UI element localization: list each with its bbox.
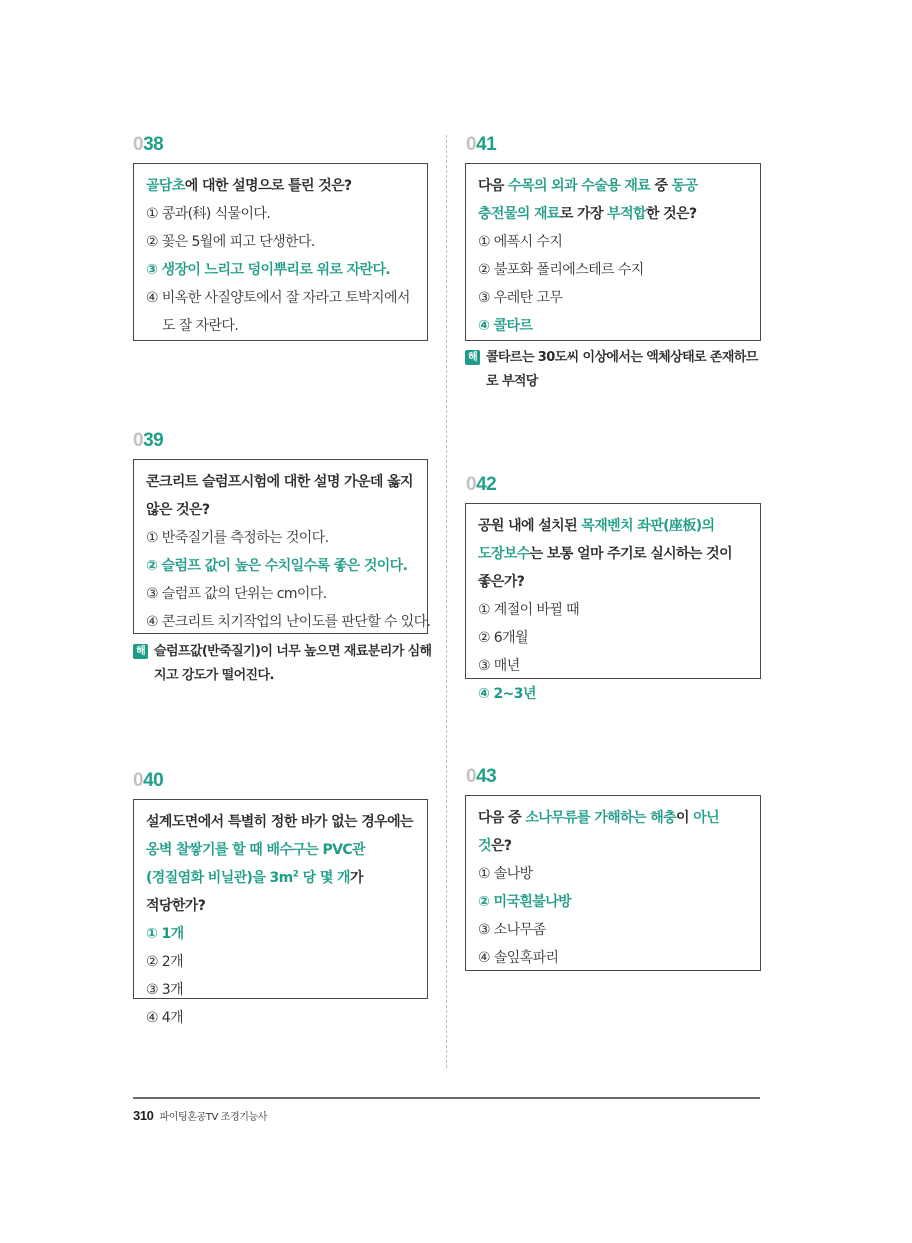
question-box-038 [133, 163, 428, 341]
option-2-correct: ② 미국흰불나방 [478, 894, 572, 910]
option-4-correct: ④ 2~3년 [478, 686, 536, 702]
question-number-039: 039 [133, 430, 164, 451]
question-stem: 공원 내에 설치된 목재벤치 좌판(座板)의 도장보수는 보통 얼마 주기로 실시하는 것이 좋은가? [478, 518, 733, 590]
explanation-039: 해 슬럼프값(반죽질기)이 너무 높으면 재료분리가 심해 지고 강도가 떨어진다. [133, 640, 433, 688]
question-box-043 [465, 795, 761, 971]
page-footer [133, 1108, 267, 1126]
option-2: ② 불포화 폴리에스테르 수지 [478, 262, 644, 278]
option-3: ③ 소나무좀 [478, 922, 546, 938]
question-stem: 콘크리트 슬럼프시험에 대한 설명 가운데 옳지 않은 것은? [146, 474, 413, 518]
question-box-039 [133, 459, 431, 634]
option-4: ④ 비옥한 사질양토에서 잘 자라고 토박지에서 도 잘 자란다. [146, 290, 410, 334]
question-stem: 설계도면에서 특별히 정한 바가 없는 경우에는 옹벽 찰쌓기를 할 때 배수구는 PVC관(경질염화 비닐관)을 $3m^2$ 당 몇 개가 적당한가? [146, 814, 413, 914]
question-box-042 [465, 503, 761, 702]
question-stem: 골담초에 대한 설명으로 틀린 것은? [146, 178, 352, 194]
question-number-041: 041 [466, 134, 497, 155]
option-2: ② 6개월 [478, 630, 528, 646]
option-4: ④ 4개 [146, 1010, 184, 1026]
question-box-041 [465, 163, 761, 341]
option-1: ① 콩과(科) 식물이다. [146, 206, 271, 222]
explanation-badge: 해 [133, 644, 148, 659]
option-2: ② 꽃은 5월에 피고 단생한다. [146, 234, 315, 250]
question-box-040 [133, 799, 428, 1026]
option-1: ① 계절이 바뀔 때 [478, 602, 580, 618]
book-title: 파이팅혼공TV 조경기능사 [159, 1112, 268, 1123]
question-stem: 다음 중 소나무류를 가해하는 해충이 아닌 것은? [478, 810, 720, 854]
question-number-042: 042 [466, 474, 497, 495]
column-divider [446, 135, 447, 1068]
option-4: ④ 솔잎혹파리 [478, 950, 559, 966]
question-number-043: 043 [466, 766, 497, 787]
option-4-correct: ④ 콜타르 [478, 318, 533, 334]
option-2-correct: ② 슬럼프 값이 높은 수치일수록 좋은 것이다. [146, 558, 408, 574]
option-3: ③ 슬럼프 값의 단위는 cm이다. [146, 586, 327, 602]
footer-rule [133, 1097, 760, 1099]
option-3: ③ 매년 [478, 658, 520, 674]
option-1: ① 반죽질기를 측정하는 것이다. [146, 530, 329, 546]
question-number-040: 040 [133, 770, 164, 791]
option-4: ④ 콘크리트 치기작업의 난이도를 판단할 수 있다. [146, 614, 431, 630]
option-3: ③ 3개 [146, 982, 184, 998]
option-2: ② 2개 [146, 954, 184, 970]
option-1-correct: ① 1개 [146, 926, 184, 942]
explanation-badge: 해 [465, 350, 480, 365]
option-1: ① 에폭시 수지 [478, 234, 563, 250]
option-3: ③ 우레탄 고무 [478, 290, 563, 306]
option-1: ① 솔나방 [478, 866, 533, 882]
question-number-038: 038 [133, 134, 164, 155]
page-number: 310 [133, 1108, 154, 1123]
question-stem: 다음 수목의 외과 수술용 재료 중 동공 충전물의 재료로 가장 부적합한 것은? [478, 178, 698, 222]
explanation-041: 해 콜타르는 30도씨 이상에서는 액체상태로 존재하므 로 부적당 [465, 346, 765, 394]
option-3-correct: ③ 생장이 느리고 덩이뿌리로 위로 자란다. [146, 262, 391, 278]
